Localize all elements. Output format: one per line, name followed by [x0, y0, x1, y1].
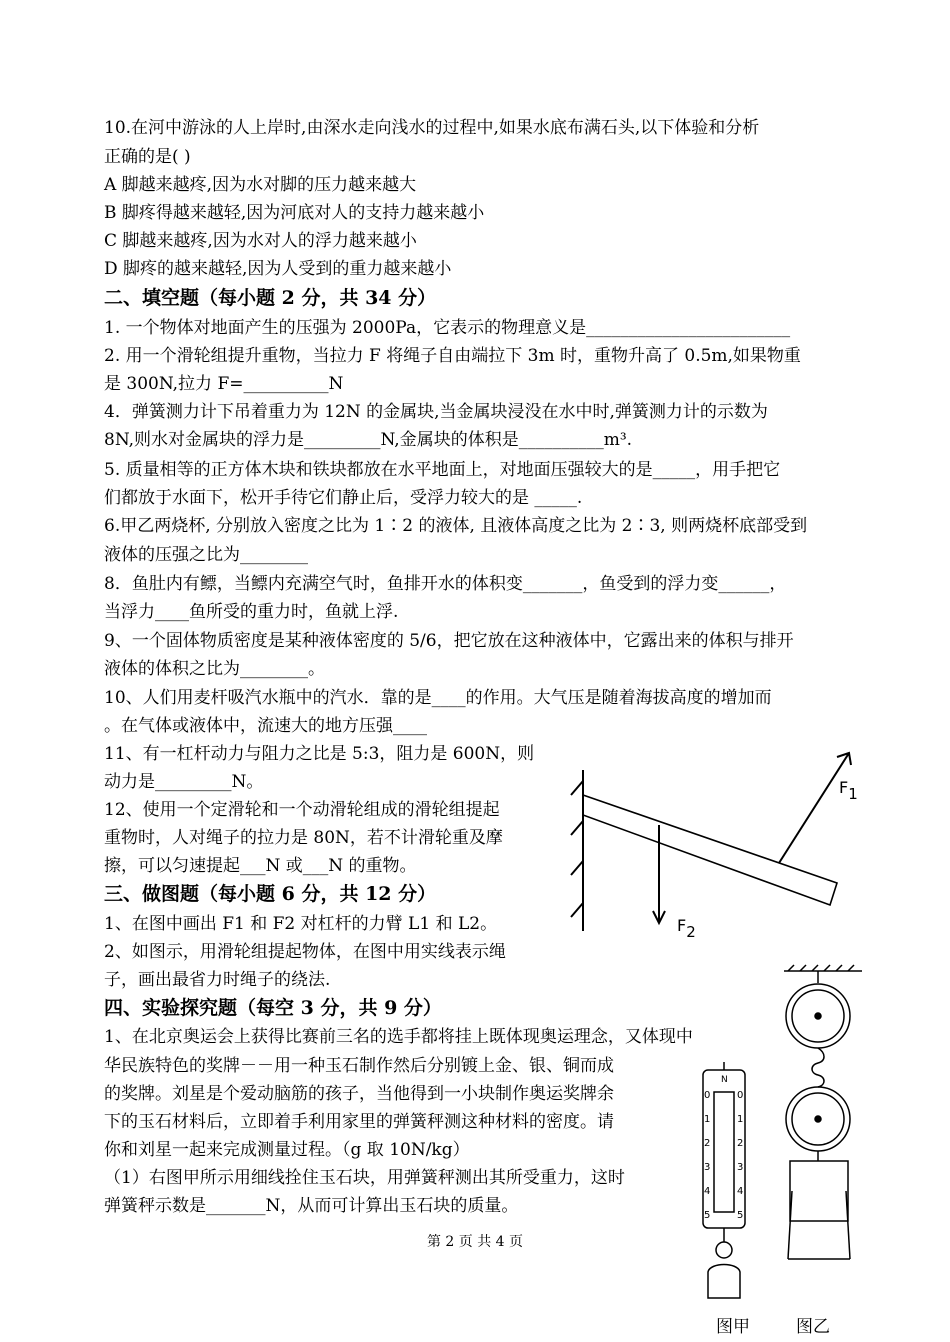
scale-unit: N — [721, 1075, 728, 1085]
s2-line: 是 300N,拉力 F=__________N — [104, 374, 344, 394]
s2-line: 擦，可以匀速提起___N 或___N 的重物。 — [104, 856, 417, 876]
s2-line: 9、一个固体物质密度是某种液体密度的 5/6，把它放在这种液体中，它露出来的体积与排开 — [104, 631, 794, 651]
pulley-diagram — [778, 963, 868, 1263]
scale-tick-label: 0 — [704, 1090, 711, 1101]
s2-line: 重物时，人对绳子的拉力是 80N，若不计滑轮重及摩 — [104, 828, 503, 848]
caption-jia: 图甲 — [716, 1317, 750, 1337]
s4-line: （1）右图甲所示用细线拴住玉石块，用弹簧秤测出其所受重力，这时 — [104, 1168, 625, 1188]
scale-tick-label: 2 — [737, 1138, 744, 1149]
s2-line: 8．鱼肚内有鳔，当鳔内充满空气时，鱼排开水的体积变_______，鱼受到的浮力变______， — [104, 574, 787, 594]
s2-line: 6.甲乙两烧杯, 分别放入密度之比为 1∶2 的液体, 且液体高度之比为 2∶3, 则两烧杯底部受到 — [104, 516, 808, 536]
label-f2: F2 — [677, 916, 696, 941]
s2-line: 动力是_________N。 — [104, 772, 264, 792]
s4-line: 1、在北京奥运会上获得比赛前三名的选手都将挂上既体现奥运理念，又体现中 — [104, 1027, 693, 1047]
s4-line: 你和刘星一起来完成测量过程。（g 取 10N/kg） — [104, 1140, 470, 1160]
lever-diagram — [565, 745, 875, 941]
s3-line: 子，画出最省力时绳子的绕法. — [104, 970, 331, 990]
option-a: A 脚越来越疼,因为水对脚的压力越来越大 — [104, 175, 417, 195]
section-3-heading: 三、做图题（每小题 6 分，共 12 分） — [104, 883, 437, 905]
s3-line: 1、在图中画出 F1 和 F2 对杠杆的力臂 L1 和 L2。 — [104, 914, 498, 934]
section-2-heading: 二、填空题（每小题 2 分，共 34 分） — [104, 287, 437, 309]
section-4-heading: 四、实验探究题（每空 3 分，共 9 分） — [104, 997, 442, 1019]
jade-stone — [708, 1265, 740, 1299]
option-b: B 脚疼得越来越轻,因为河底对人的支持力越来越小 — [104, 203, 485, 223]
s2-line: 当浮力____鱼所受的重力时，鱼就上浮. — [104, 602, 399, 622]
s4-line: 下的玉石材料后，立即着手利用家里的弹簧秤测这种材料的密度。请 — [104, 1112, 614, 1132]
lever-bar — [583, 795, 837, 905]
page-footer: 第 2 页 共 4 页 — [426, 1234, 524, 1250]
s2-line: 2. 用一个滑轮组提升重物，当拉力 F 将绳子自由端拉下 3m 时，重物升高了 0.5m,如果物重 — [104, 346, 801, 366]
s2-line: 8N,则水对金属块的浮力是_________N,金属块的体积是__________m³. — [104, 430, 633, 450]
s2-line: 10、人们用麦杆吸汽水瓶中的汽水．靠的是____的作用。大气压是随着海拔高度的增加而 — [104, 688, 772, 708]
label-f1: F1 — [839, 778, 858, 803]
weight-block — [790, 1161, 848, 1221]
spring-scale-diagram — [700, 1062, 750, 1312]
question-10-stem: 10.在河中游泳的人上岸时,由深水走向浅水的过程中,如果水底布满石头,以下体验和分析 — [104, 118, 760, 138]
scale-tick-label: 5 — [737, 1210, 744, 1221]
option-c: C 脚越来越疼,因为水对人的浮力越来越小 — [104, 231, 417, 251]
s4-line: 华民族特色的奖牌－－用一种玉石制作然后分别镀上金、银、铜而成 — [104, 1056, 614, 1076]
scale-tick-label: 1 — [704, 1114, 711, 1125]
s2-line: 5. 质量相等的正方体木块和铁块都放在水平地面上，对地面压强较大的是_____，用手把它 — [104, 460, 781, 480]
force-f1-arrow — [779, 753, 849, 863]
scale-tick-label: 5 — [704, 1210, 711, 1221]
question-10-stem-cont: 正确的是( ) — [104, 147, 191, 167]
s2-line: 液体的体积之比为________。 — [104, 659, 325, 679]
scale-tick-label: 0 — [737, 1090, 744, 1101]
s2-line: 。在气体或液体中，流速大的地方压强____ — [104, 716, 427, 736]
s3-line: 2、如图示，用滑轮组提起物体，在图中用实线表示绳 — [104, 942, 506, 962]
caption-yi: 图乙 — [796, 1317, 830, 1337]
s2-line: 1. 一个物体对地面产生的压强为 2000Pa，它表示的物理意义是________________________ — [104, 318, 791, 338]
scale-tick-label: 3 — [704, 1162, 711, 1173]
s4-line: 弹簧秤示数是_______N，从而可计算出玉石块的质量。 — [104, 1196, 519, 1216]
s2-line: 液体的压强之比为________ — [104, 545, 308, 565]
s2-line: 4．弹簧测力计下吊着重力为 12N 的金属块,当金属块浸没在水中时,弹簧测力计的示数为 — [104, 402, 768, 422]
option-d: D 脚疼的越来越轻,因为人受到的重力越来越小 — [104, 259, 452, 279]
s2-line: 们都放于水面下，松开手待它们静止后，受浮力较大的是 _____. — [104, 488, 583, 508]
s2-line: 11、有一杠杆动力与阻力之比是 5:3，阻力是 600N，则 — [104, 744, 535, 764]
scale-tick-label: 4 — [737, 1186, 744, 1197]
scale-hook — [716, 1242, 732, 1258]
scale-tick-label: 1 — [737, 1114, 744, 1125]
scale-tick-label: 2 — [704, 1138, 711, 1149]
s4-line: 的奖牌。刘星是个爱动脑筋的孩子，当他得到一小块制作奥运奖牌余 — [104, 1084, 614, 1104]
scale-tick-label: 3 — [737, 1162, 744, 1173]
s2-line: 12、使用一个定滑轮和一个动滑轮组成的滑轮组提起 — [104, 800, 500, 820]
scale-tick-label: 4 — [704, 1186, 711, 1197]
